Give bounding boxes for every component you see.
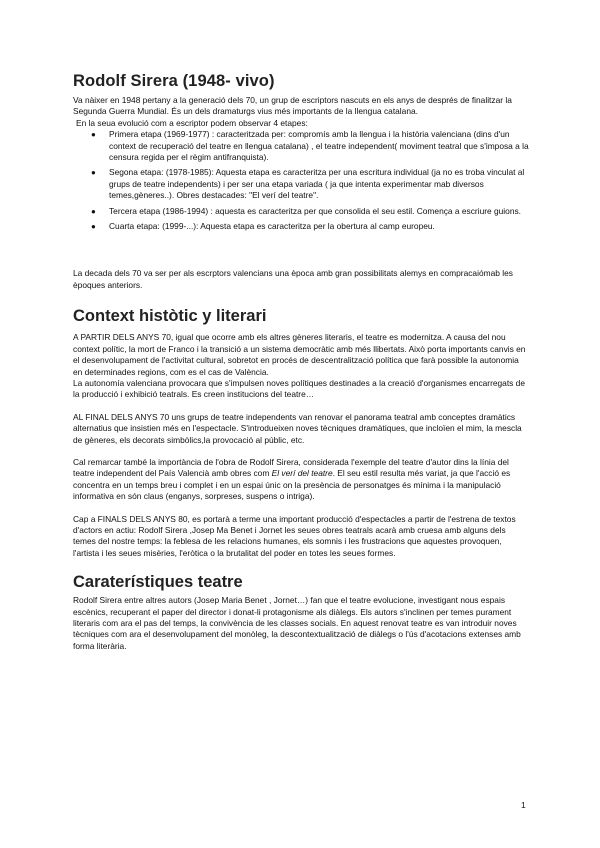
characteristics-paragraph: Rodolf Sirera entre altres autors (Josep Maria Benet , Jornet…) fan que el teatre evolucione, investigant nous espais escènics, recuperant el paper del director i donat-li protagonisme als diàlegs. Els autors s'inclinen per temes purament literaris com ara el pas del temps, la convivència de les classes socials. En aquest renovat teatre es van introduir noves tècniques com ara el desenvolupament del monòleg, la descontextualització de diàlegs o l'ús d'acotacions extenses amb forma literària. — [73, 595, 521, 651]
section-heading-characteristics: Caraterístiques teatre — [73, 573, 243, 592]
intro-paragraph: Va nàixer en 1948 pertany a la generació dels 70, un grup de escriptors nascuts en els anys de després de finalitzar la Segunda Guerra Mundial. És un dels dramaturgs vius més importants de la llengua catalana. — [73, 95, 512, 117]
document-content — [73, 72, 529, 652]
stage-text: Segona etapa: (1978-1985): Aquesta etapa es caracteritza per una escritura individual (ja no es troba vinculat al grups de teatre independents) i per ser una etapa variada ( ja que intenta experimentar mab diversos temes,gèneres..). Obres destacades: "El verí del teatre". — [109, 167, 525, 201]
decade-paragraph: La decada dels 70 va ser per als escrptors valencians una època amb gran possibilitats alemys en compracaiómab les èpoques anteriors. — [73, 268, 513, 290]
bullet-icon: ● — [91, 130, 96, 140]
list-item — [91, 129, 529, 163]
stages-list — [73, 129, 529, 232]
bullet-icon: ● — [91, 168, 96, 178]
page-number: 1 — [521, 800, 526, 810]
work-title: El verí del teatre — [271, 468, 333, 479]
bullet-icon: ● — [91, 206, 96, 216]
context-paragraph-5: Cap a FINALS DELS ANYS 80, es portarà a terme una important producció d'espectacles a partir de l'estrena de textos d'actors en actiu: Rodolf Sirera ,Josep Ma Benet i Jornet les seues obres teatrals acarà amb cruesa amb alguns dels temes del nostre temps: la feblesa de les relacions humanes, els somnis i les frustracions que aquestes provoquen, l'artista i les seues misèries, l'eròtica o la brutalitat del poder en totes les seues formes. — [73, 513, 516, 558]
context-paragraph-2: La autonomía valenciana provocara que s'impulsen noves polítiques destinades a la creació d'organismes encarregats de la producció i exhibició teatrals. Es creen institucions del teatre… — [73, 377, 526, 400]
paragraph-text: Cal remarcar també la importància de l'obra de Rodolf Sirera, considerada l'exemple del teatre d'autor dins la línia del teatre independent del País Valencià amb obres com — [73, 456, 509, 479]
list-item — [91, 221, 529, 232]
stage-text: Tercera etapa (1986-1994) : aquesta es caracteritza per que consolida el seu estil. Comença a escriure guions. — [109, 205, 522, 216]
page-title: Rodolf Sirera (1948- vivo) — [73, 72, 275, 90]
context-paragraph-4 — [73, 457, 529, 503]
stage-text: Cuarta etapa: (1999-...): Aquesta etapa es caracteritza per la obertura al camp europeu. — [109, 221, 435, 232]
list-item — [91, 205, 529, 217]
stages-intro: En la seua evolució com a escriptor podem observar 4 etapes: — [76, 117, 308, 128]
section-heading-context: Context històtic y literari — [73, 307, 267, 326]
bullet-icon: ● — [91, 222, 96, 232]
context-paragraph-1: A PARTIR DELS ANYS 70, igual que ocorre amb els altres gèneres literaris, el teatre es modernitza. A causa del nou context polític, la mort de Franco i la transició a un sistema democràtic amb més llibertats. Això porta importants canvis en el desenvolupament de l'activitat cultural, sobretot en procés de descentralització política que farà possible la autonomia en determinades regions, com es el cas de València. — [73, 332, 526, 377]
paragraph-text: . El seu estil resulta més variat, ja que l'acció es concentra en un temps breu i complet i en un espai únic on la presència de personatges és mínima i la manipulació informativa en són claus (enganys, sorpreses, suspens o intriga). — [73, 468, 511, 502]
context-paragraph-3: AL FINAL DELS ANYS 70 uns grups de teatre independents van renovar el panorama teatral amb conceptes dramàtics alternatius que insistien més en l'espectacle. S'introdueixen noves tècniques dramàtiques, que incloïen el mim, la mescla de gèneres, els decorats simbòlics,la provocació al públic, etc. — [73, 411, 522, 445]
stage-text: Primera etapa (1969-1977) : caracteritzada per: compromís amb la llengua i la història valenciana (dins d'un context de recuperació del teatre en llengua catalana) , el teatre independent( moviment teatral que s'imposa a la censura regida per el règim antifranquista). — [109, 129, 529, 163]
list-item — [91, 167, 529, 201]
